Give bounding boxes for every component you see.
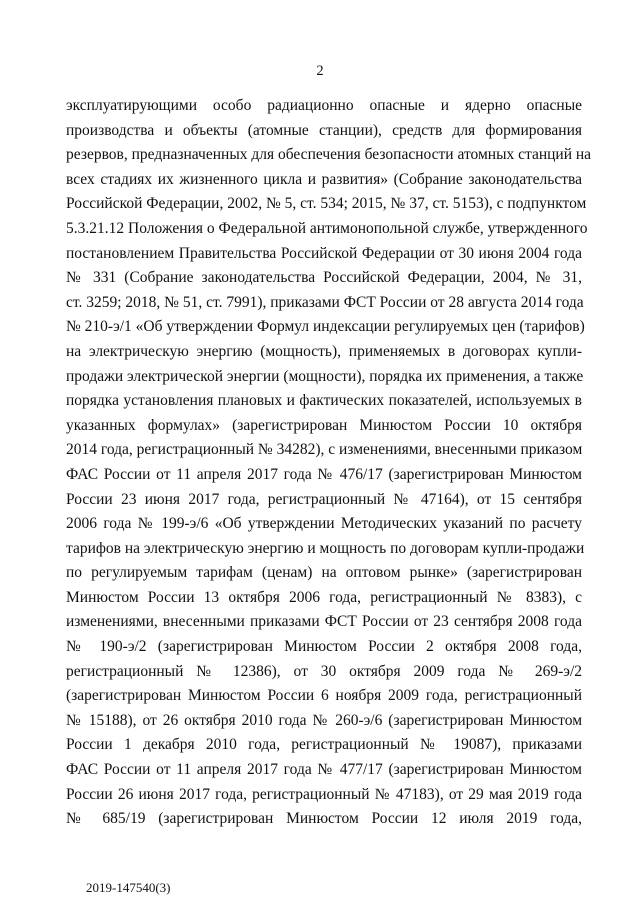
text-line: указанных формулах» (зарегистрирован Минюстом России 10 октября <box>66 416 582 434</box>
text-line: России 1 декабря 2010 года, регистрационный № 19087), приказами <box>66 736 582 754</box>
text-line: изменениями, внесенными приказами ФСТ России от 23 сентября 2008 года <box>66 613 582 631</box>
text-line: № 331 (Собрание законодательства Российской Федерации, 2004, № 31, <box>66 269 582 287</box>
text-line: № 685/19 (зарегистрирован Минюстом России 12 июля 2019 года, <box>66 810 582 828</box>
text-line: России 26 июня 2017 года, регистрационный № 47183), от 29 мая 2019 года <box>66 785 582 803</box>
text-line: тарифов на электрическую энергию и мощность по договорам купли-продажи <box>66 539 585 557</box>
text-line: России 23 июня 2017 года, регистрационный № 47164), от 15 сентября <box>66 490 582 508</box>
text-line: производства и объекты (атомные станции), средств для формирования <box>66 121 582 139</box>
text-line: продажи электрической энергии (мощности), порядка их применения, а также <box>66 367 584 385</box>
text-line: ст. 3259; 2018, № 51, ст. 7991), приказами ФСТ России от 28 августа 2014 года <box>66 293 584 311</box>
text-line: 5.3.21.12 Положения о Федеральной антимонопольной службе, утвержденного <box>66 219 588 237</box>
text-line: регистрационный № 12386), от 30 октября 2009 года № 269-э/2 <box>66 662 582 680</box>
text-line: по регулируемым тарифам (ценам) на оптовом рынке» (зарегистрирован <box>66 564 582 582</box>
text-line: постановлением Правительства Российской Федерации от 30 июня 2004 года <box>66 244 582 262</box>
text-line: 2006 года № 199-э/6 «Об утверждении Методических указаний по расчету <box>66 515 582 533</box>
text-line: № 15188), от 26 октября 2010 года № 260-э/6 (зарегистрирован Минюстом <box>66 711 582 729</box>
text-line: ФАС России от 11 апреля 2017 года № 476/17 (зарегистрирован Минюстом <box>66 465 582 483</box>
text-line: резервов, предназначенных для обеспечения безопасности атомных станций на <box>66 146 592 164</box>
text-line: № 210-э/1 «Об утверждении Формул индексации регулируемых цен (тарифов) <box>66 318 585 336</box>
text-line: на электрическую энергию (мощность), применяемых в договорах купли- <box>66 342 582 360</box>
text-line: эксплуатирующими особо радиационно опасные и ядерно опасные <box>66 97 582 114</box>
text-line: всех стадиях их жизненного цикла и развития» (Собрание законодательства <box>66 170 582 188</box>
text-line: Российской Федерации, 2002, № 5, ст. 534; 2015, № 37, ст. 5153), с подпунктом <box>66 195 587 213</box>
text-line: 2014 года, регистрационный № 34282), с изменениями, внесенными приказом <box>66 441 583 459</box>
text-line: ФАС России от 11 апреля 2017 года № 477/17 (зарегистрирован Минюстом <box>66 761 582 779</box>
document-code: 2019-147540(3) <box>86 880 171 895</box>
text-line: Минюстом России 13 октября 2006 года, регистрационный № 8383), с <box>66 588 582 606</box>
text-line: порядка установления плановых и фактических показателей, используемых в <box>66 392 582 410</box>
text-line: (зарегистрирован Минюстом России 6 ноября 2009 года, регистрационный <box>66 687 582 705</box>
text-line: № 190-э/2 (зарегистрирован Минюстом России 2 октября 2008 года, <box>66 638 582 656</box>
body-text <box>66 94 592 832</box>
page-number: 2 <box>316 63 324 79</box>
